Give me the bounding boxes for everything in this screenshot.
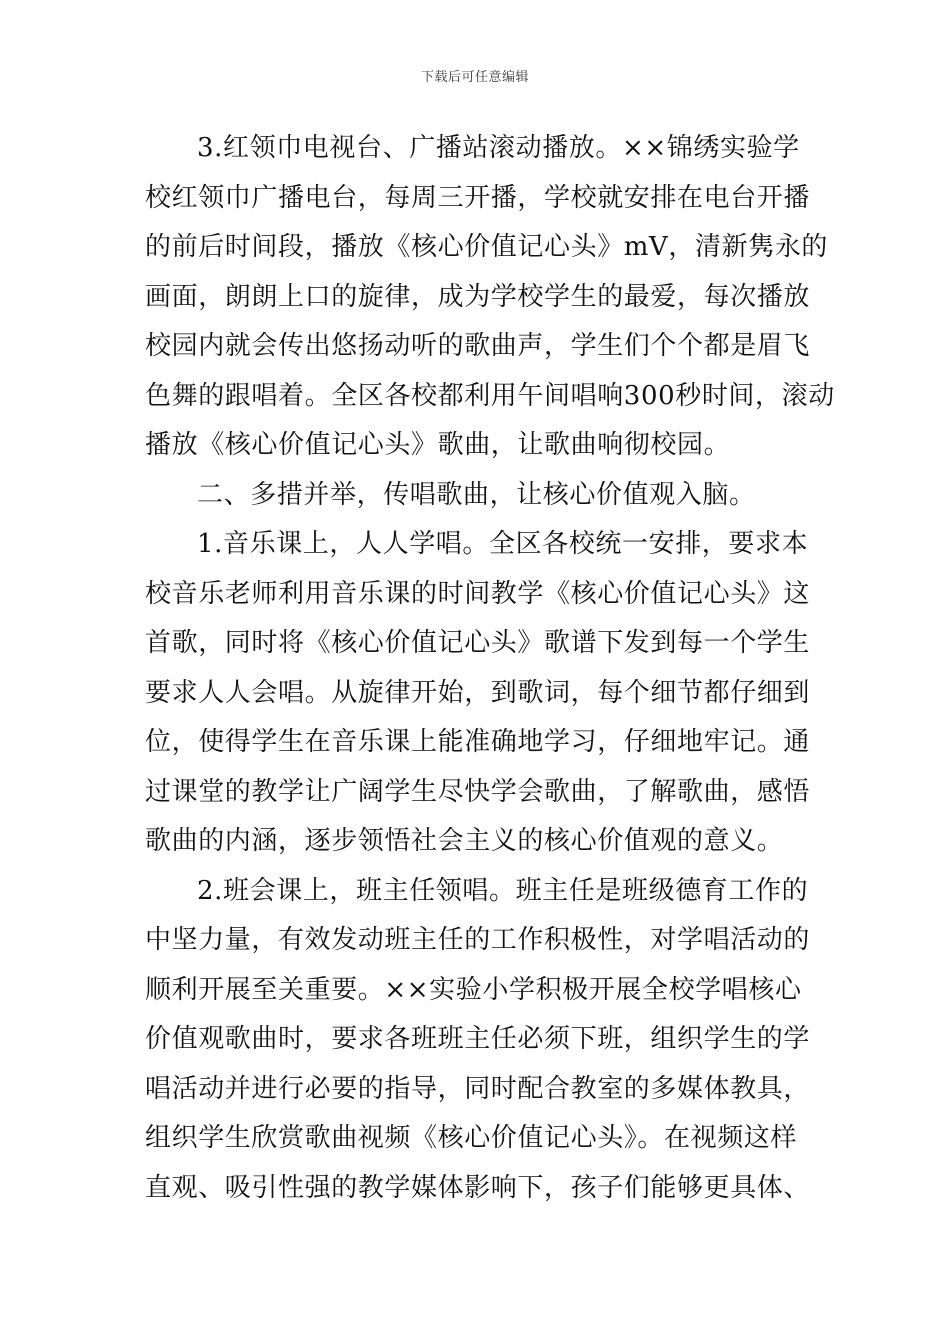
text-line: 2.班会课上，班主任领唱。班主任是班级德育工作的 bbox=[197, 875, 809, 906]
text-line: 唱活动并进行必要的指导，同时配合教室的多媒体教具， bbox=[145, 1073, 811, 1104]
header-note: 下载后可任意编辑 bbox=[420, 70, 529, 85]
text-line: 顺利开展至关重要。××实验小学积极开展全校学唱核心 bbox=[145, 974, 802, 1005]
text-line: 首歌，同时将《核心价值记心头》歌谱下发到每一个学生 bbox=[145, 628, 811, 658]
text-line: 色舞的跟唱着。全区各校都利用午间唱响300秒时间，滚动 bbox=[145, 380, 835, 411]
text-line: 播放《核心价值记心头》歌曲，让歌曲响彻校园。 bbox=[145, 430, 731, 460]
text-line: 价值观歌曲时，要求各班班主任必须下班，组织学生的学 bbox=[145, 1024, 811, 1054]
text-line: 1.音乐课上，人人学唱。全区各校统一安排，要求本 bbox=[197, 529, 809, 559]
text-line: 组织学生欣赏歌曲视频《核心价值记心头》。在视频这样 bbox=[145, 1123, 798, 1153]
text-line: 二、多措并举，传唱歌曲，让核心价值观入脑。 bbox=[197, 479, 756, 510]
text-line: 校园内就会传出悠扬动听的歌曲声，学生们个个都是眉飞 bbox=[145, 331, 811, 361]
text-line: 直观、吸引性强的教学媒体影响下，孩子们能够更具体、 bbox=[145, 1172, 811, 1203]
text-line: 3.红领巾电视台、广播站滚动播放。××锦绣实验学 bbox=[197, 133, 800, 163]
text-line: 过课堂的教学让广阔学生尽快学会歌曲，了解歌曲，感悟 bbox=[145, 776, 811, 807]
text-line: 画面，朗朗上口的旋律，成为学校学生的最爱，每次播放 bbox=[145, 281, 811, 312]
text-line: 中坚力量，有效发动班主任的工作积极性，对学唱活动的 bbox=[145, 925, 811, 955]
text-line: 校红领巾广播电台，每周三开播，学校就安排在电台开播 bbox=[145, 182, 811, 213]
text-line: 校音乐老师利用音乐课的时间教学《核心价值记心头》这 bbox=[145, 578, 811, 609]
document-body bbox=[145, 124, 835, 1213]
text-line: 要求人人会唱。从旋律开始，到歌词，每个细节都仔细到 bbox=[145, 677, 811, 708]
text-line: 歌曲的内涵，逐步领悟社会主义的核心价值观的意义。 bbox=[145, 826, 784, 856]
text-line: 位，使得学生在音乐课上能准确地学习，仔细地牢记。通 bbox=[145, 727, 811, 757]
text-line: 的前后时间段，播放《核心价值记心头》mV，清新隽永的 bbox=[145, 232, 829, 262]
